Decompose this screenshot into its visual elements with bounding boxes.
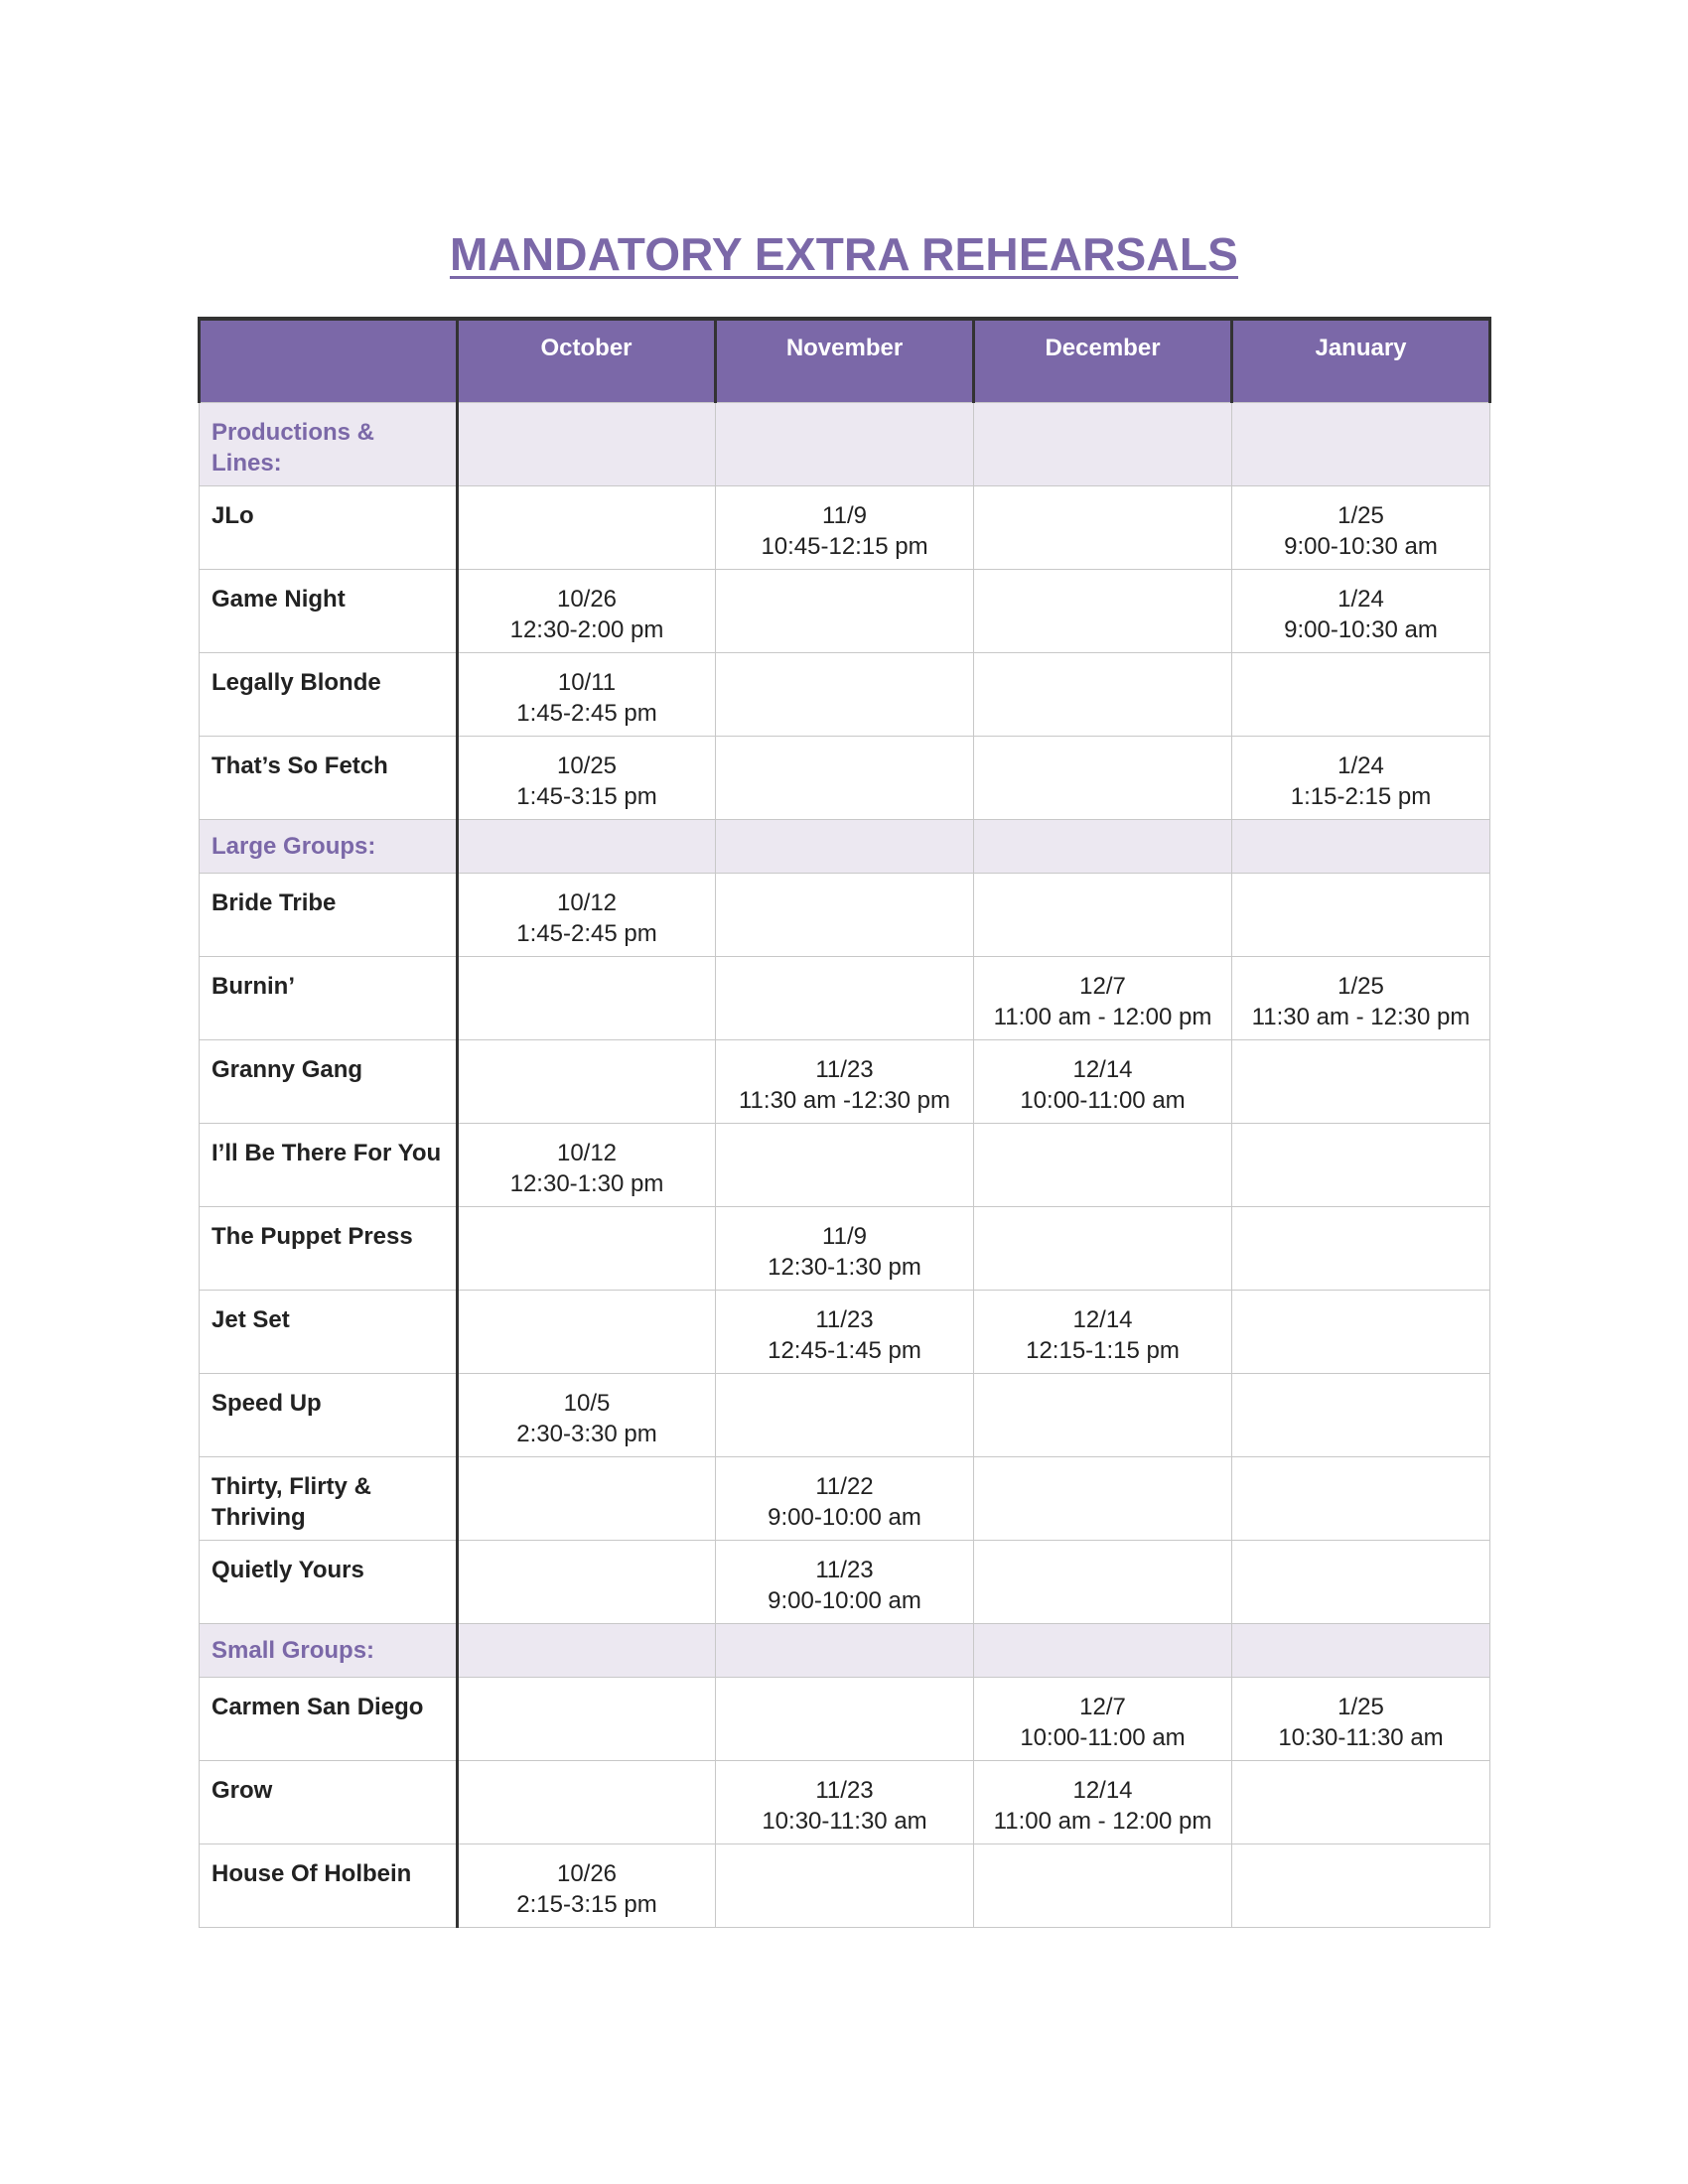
schedule-cell (974, 485, 1232, 569)
schedule-cell (458, 402, 716, 485)
header-corner (200, 319, 458, 402)
schedule-cell (1232, 652, 1490, 736)
rehearsal-date: 12/7 (1079, 972, 1126, 1000)
schedule-cell (716, 1843, 974, 1927)
schedule-cell (716, 1540, 974, 1623)
group-name: Game Night (200, 569, 458, 652)
page-title: MANDATORY EXTRA REHEARSALS (449, 227, 1239, 280)
schedule-cell (1232, 1456, 1490, 1540)
schedule-cell (974, 1123, 1232, 1206)
table-row (200, 1290, 1490, 1373)
header-january: January (1232, 319, 1490, 402)
rehearsal-time: 9:00-10:00 am (768, 1586, 921, 1614)
schedule-cell (458, 956, 716, 1039)
rehearsal-time: 1:45-2:45 pm (516, 699, 657, 727)
schedule-cell (974, 873, 1232, 956)
schedule-cell (458, 652, 716, 736)
rehearsal-date: 11/23 (815, 1776, 874, 1804)
schedule-cell (716, 1373, 974, 1456)
rehearsal-time: 9:00-10:30 am (1284, 615, 1438, 643)
table-row (200, 485, 1490, 569)
schedule-cell (458, 736, 716, 819)
schedule-cell (458, 873, 716, 956)
group-name: House Of Holbein (200, 1843, 458, 1927)
rehearsal-date: 10/26 (556, 585, 618, 613)
schedule-cell (1232, 1123, 1490, 1206)
group-name: Jet Set (200, 1290, 458, 1373)
schedule-cell (974, 956, 1232, 1039)
rehearsal-time: 10:30-11:30 am (762, 1807, 927, 1835)
schedule-cell (974, 569, 1232, 652)
schedule-cell (974, 1677, 1232, 1760)
schedule-cell (1232, 485, 1490, 569)
schedule-cell (458, 1123, 716, 1206)
schedule-cell (974, 652, 1232, 736)
rehearsal-time: 12:30-2:00 pm (509, 615, 664, 643)
rehearsal-time: 11:00 am - 12:00 pm (993, 1807, 1212, 1835)
schedule-cell (974, 1623, 1232, 1677)
rehearsal-date: 1/24 (1337, 751, 1384, 779)
schedule-cell (458, 485, 716, 569)
header-october: October (458, 319, 716, 402)
schedule-cell (458, 1290, 716, 1373)
rehearsal-time: 10:30-11:30 am (1278, 1723, 1444, 1751)
schedule-cell (458, 1373, 716, 1456)
schedule-body (200, 402, 1490, 1927)
schedule-cell (458, 1677, 716, 1760)
schedule-cell (458, 1540, 716, 1623)
schedule-cell (458, 1843, 716, 1927)
schedule-cell (974, 402, 1232, 485)
rehearsal-date: 11/23 (815, 1055, 874, 1083)
group-name: Bride Tribe (200, 873, 458, 956)
schedule-cell (716, 873, 974, 956)
schedule-cell (716, 652, 974, 736)
rehearsal-date: 11/23 (815, 1305, 874, 1333)
table-row (200, 1456, 1490, 1540)
rehearsal-date: 10/12 (556, 1139, 618, 1166)
group-name: I’ll Be There For You (200, 1123, 458, 1206)
rehearsal-date: 10/26 (556, 1859, 618, 1887)
schedule-cell (458, 1039, 716, 1123)
rehearsal-date: 11/9 (822, 501, 867, 529)
table-row (200, 1677, 1490, 1760)
rehearsal-time: 1:45-2:45 pm (516, 919, 657, 947)
group-name: Quietly Yours (200, 1540, 458, 1623)
schedule-cell (1232, 402, 1490, 485)
schedule-cell (716, 569, 974, 652)
section-row (200, 819, 1490, 873)
header-november: November (716, 319, 974, 402)
schedule-cell (1232, 819, 1490, 873)
rehearsal-date: 10/11 (557, 668, 617, 696)
rehearsal-date: 12/14 (1072, 1055, 1133, 1083)
table-row (200, 1760, 1490, 1843)
rehearsal-date: 1/25 (1337, 972, 1384, 1000)
group-name: Burnin’ (200, 956, 458, 1039)
rehearsal-time: 10:00-11:00 am (1020, 1086, 1186, 1114)
group-name: Legally Blonde (200, 652, 458, 736)
table-row (200, 1206, 1490, 1290)
rehearsal-date: 12/14 (1072, 1305, 1133, 1333)
header-december: December (974, 319, 1232, 402)
schedule-cell (716, 1123, 974, 1206)
schedule-cell (458, 569, 716, 652)
schedule-cell (716, 1206, 974, 1290)
schedule-cell (1232, 1540, 1490, 1623)
rehearsal-time: 1:45-3:15 pm (516, 782, 657, 810)
schedule-cell (716, 1760, 974, 1843)
table-row (200, 1843, 1490, 1927)
schedule-cell (716, 1677, 974, 1760)
table-row (200, 1540, 1490, 1623)
table-row (200, 1373, 1490, 1456)
schedule-cell (458, 819, 716, 873)
schedule-cell (974, 1843, 1232, 1927)
group-name: Carmen San Diego (200, 1677, 458, 1760)
rehearsal-time: 1:15-2:15 pm (1290, 782, 1432, 810)
schedule-cell (1232, 1206, 1490, 1290)
rehearsal-time: 2:15-3:15 pm (516, 1890, 657, 1918)
rehearsal-time: 12:30-1:30 pm (509, 1169, 664, 1197)
schedule-cell (458, 1206, 716, 1290)
table-row (200, 956, 1490, 1039)
section-row (200, 1623, 1490, 1677)
rehearsal-time: 12:30-1:30 pm (768, 1253, 921, 1281)
table-row (200, 873, 1490, 956)
rehearsal-date: 1/25 (1337, 1693, 1384, 1720)
schedule-cell (1232, 1373, 1490, 1456)
section-label: Productions & Lines: (200, 402, 458, 485)
schedule-cell (716, 1623, 974, 1677)
section-row (200, 402, 1490, 485)
table-row (200, 1039, 1490, 1123)
schedule-cell (716, 1456, 974, 1540)
schedule-cell (1232, 956, 1490, 1039)
group-name: Granny Gang (200, 1039, 458, 1123)
schedule-cell (716, 485, 974, 569)
rehearsal-date: 1/24 (1337, 585, 1384, 613)
rehearsal-date: 10/5 (563, 1389, 611, 1417)
group-name: Grow (200, 1760, 458, 1843)
schedule-cell (974, 1290, 1232, 1373)
rehearsal-time: 12:15-1:15 pm (1026, 1336, 1180, 1364)
table-row (200, 652, 1490, 736)
schedule-cell (716, 736, 974, 819)
schedule-cell (716, 819, 974, 873)
rehearsal-schedule-table (198, 317, 1491, 1928)
group-name: Thirty, Flirty & Thriving (200, 1456, 458, 1540)
table-row (200, 569, 1490, 652)
schedule-cell (458, 1456, 716, 1540)
rehearsal-date: 11/9 (822, 1222, 867, 1250)
section-label: Large Groups: (200, 819, 458, 873)
schedule-cell (716, 1290, 974, 1373)
schedule-cell (716, 956, 974, 1039)
header-row (200, 319, 1490, 402)
schedule-cell (1232, 569, 1490, 652)
table-row (200, 1123, 1490, 1206)
schedule-cell (974, 1206, 1232, 1290)
rehearsal-date: 10/12 (556, 888, 618, 916)
schedule-cell (974, 819, 1232, 873)
schedule-cell (974, 1540, 1232, 1623)
schedule-cell (974, 736, 1232, 819)
schedule-cell (1232, 736, 1490, 819)
schedule-cell (1232, 873, 1490, 956)
rehearsal-time: 10:45-12:15 pm (761, 532, 928, 560)
rehearsal-time: 2:30-3:30 pm (516, 1420, 657, 1447)
group-name: That’s So Fetch (200, 736, 458, 819)
schedule-cell (458, 1623, 716, 1677)
rehearsal-time: 9:00-10:00 am (768, 1503, 921, 1531)
rehearsal-time: 12:45-1:45 pm (768, 1336, 921, 1364)
rehearsal-time: 10:00-11:00 am (1020, 1723, 1186, 1751)
rehearsal-time: 11:30 am -12:30 pm (738, 1086, 950, 1114)
group-name: JLo (200, 485, 458, 569)
rehearsal-date: 10/25 (556, 751, 618, 779)
rehearsal-date: 1/25 (1337, 501, 1384, 529)
group-name: Speed Up (200, 1373, 458, 1456)
rehearsal-time: 11:00 am - 12:00 pm (993, 1003, 1212, 1030)
schedule-cell (1232, 1677, 1490, 1760)
section-label: Small Groups: (200, 1623, 458, 1677)
group-name: The Puppet Press (200, 1206, 458, 1290)
rehearsal-date: 12/7 (1079, 1693, 1126, 1720)
rehearsal-date: 11/23 (815, 1556, 874, 1583)
schedule-cell (1232, 1039, 1490, 1123)
schedule-cell (974, 1456, 1232, 1540)
schedule-cell (716, 402, 974, 485)
schedule-cell (974, 1039, 1232, 1123)
table-row (200, 736, 1490, 819)
schedule-cell (1232, 1760, 1490, 1843)
schedule-cell (1232, 1290, 1490, 1373)
rehearsal-time: 11:30 am - 12:30 pm (1251, 1003, 1471, 1030)
schedule-cell (974, 1373, 1232, 1456)
rehearsal-time: 9:00-10:30 am (1284, 532, 1438, 560)
rehearsal-date: 12/14 (1072, 1776, 1133, 1804)
schedule-cell (458, 1760, 716, 1843)
schedule-cell (974, 1760, 1232, 1843)
rehearsal-date: 11/22 (815, 1472, 874, 1500)
schedule-cell (716, 1039, 974, 1123)
schedule-cell (1232, 1623, 1490, 1677)
schedule-cell (1232, 1843, 1490, 1927)
